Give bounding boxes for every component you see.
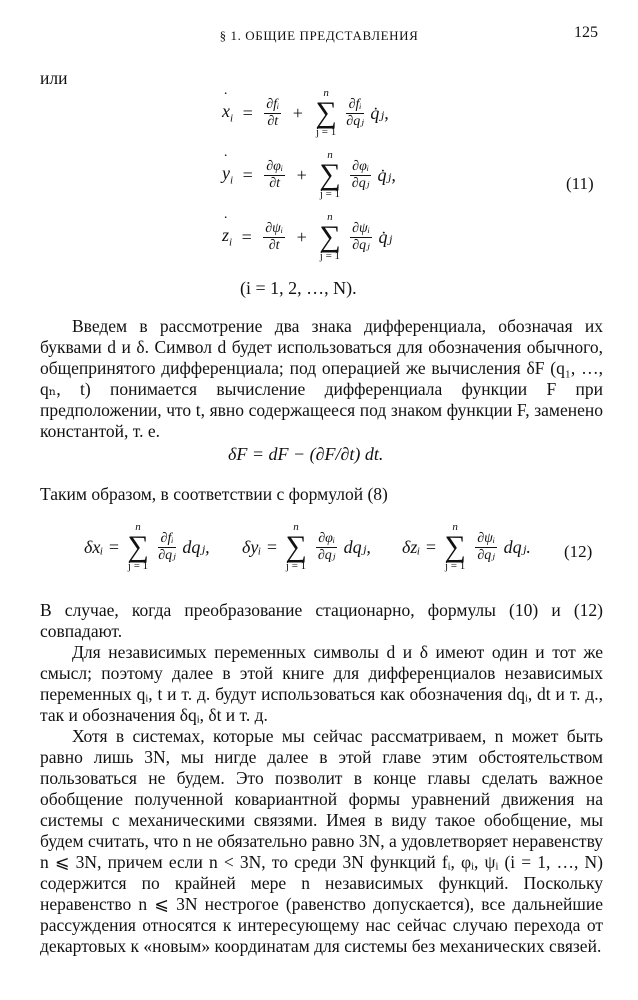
eq12-term-y [242, 522, 371, 582]
eq11-y-partial-t: $\frac{\text{∂φᵢ}}{\partial t}$ [266, 158, 284, 191]
eq11-x-partial-q: $\frac{\text{∂fᵢ}}{\text{∂qⱼ}}$ [346, 96, 364, 129]
eq11-y-partial-q: $\frac{\text{∂φᵢ}}{\text{∂qⱼ}}$ [351, 158, 370, 191]
eq11-y-sum: n ∑ j = 1 [319, 149, 341, 200]
equation-delta-f: δF = dF − (∂F/∂t) dt. [228, 444, 384, 464]
paragraph-although: Хотя в системах, которые мы сейчас рассматриваем, n может быть равно лишь 3N, мы нигде далее в этой главе этим обстоятельством пользоваться не будем. Это позволит в конце главы сделать важное обобщение полученной ковариантной формы уравнений движения на системы с механическими связями. Имея в виду такое обобщение, мы будем считать, что n не обязательно равно 3N, а удовлетворяет неравенству n ⩽ 3N, причем если n < 3N, то среди 3N функций fᵢ, φᵢ, ψᵢ (i = 1, …, N) содержится по крайней мере n независимых функций. Поскольку неравенство n ⩽ 3N нестрогое (равенство допускается), все дальнейшие рассуждения относятся к интересующему нас сейчас случаю перехода от декартовых к «новым» координатам для системы без механических связей. [40, 726, 603, 956]
paragraph-introduce [40, 316, 603, 442]
eq12-z-tail: dqⱼ. [503, 536, 531, 557]
eq11-x-qdot: q̇ⱼ [370, 102, 385, 123]
eq12-z-lhs: δzᵢ = [402, 536, 437, 557]
eq11-z-qdot: q̇ⱼ [378, 226, 393, 247]
paragraph-thus [40, 484, 603, 505]
eq11-x-sum: n ∑ j = 1 [315, 87, 337, 138]
eq12-z-partial: $\frac{\text{∂ψᵢ}}{\text{∂qⱼ}}$ [477, 530, 496, 563]
eq11-z-sum: n ∑ j = 1 [319, 211, 341, 262]
section-title: § 1. ОБЩИЕ ПРЕДСТАВЛЕНИЯ [219, 28, 419, 43]
eq11-range: (i = 1, 2, …, N). [240, 278, 357, 298]
eq12-term-x [84, 522, 210, 582]
eq12-y-partial: $\frac{\text{∂φᵢ}}{\text{∂qⱼ}}$ [317, 530, 336, 563]
paragraph-stationary: В случае, когда преобразование стационарно, формулы (10) и (12) совпадают. [40, 600, 603, 641]
equation-12 [84, 522, 554, 586]
eq12-number: (12) [564, 542, 593, 561]
eq11-number: (11) [566, 174, 594, 193]
eq11-line-z: ˙ $z_i$ = $\frac{\text{∂ψᵢ}}{\partial t}$ + n ∑ j = 1 $\frac{\text{∂ψᵢ}}{\text{∂qⱼ}}$ q̇ⱼ [222, 212, 392, 272]
eq11-y-qdot: q̇ⱼ [377, 164, 392, 185]
body-text-bottom [40, 600, 603, 957]
eq11-x-partial-t: $\frac{\text{∂fᵢ}}{\partial t}$ [266, 96, 280, 129]
paragraph-introduce-text: Введем в рассмотрение два знака дифференциала, обозначая их буквами d и δ. Символ d будет использоваться для обозначения обычного, общепринятого дифференциала; под операцией же вычисления δF (q₁, …, qₙ, t) понимается вычисление дифференциала функции F при предположении, что t, явно содержащееся под знаком функции F, заменено константой, т. е. [40, 316, 603, 441]
paragraph-independent: Для независимых переменных символы d и δ имеют один и тот же смысл; поэтому далее в этой книге для дифференциалов независимых переменных qᵢ, t и т. д. будут использоваться как обозначения dqᵢ, dt и т. д., так и обозначения δqᵢ, δt и т. д. [40, 642, 603, 725]
eq11-y-symbol: ˙ y [222, 163, 230, 183]
eq12-y-sum: n ∑ j = 1 [285, 521, 307, 572]
eq12-term-z [402, 522, 531, 582]
running-header [0, 24, 638, 46]
eq12-y-lhs: δyᵢ = [242, 536, 278, 557]
paragraph-thus-text: Таким образом, в соответствии с формулой (8) [40, 484, 388, 504]
or-word: или [40, 68, 68, 88]
eq11-z-symbol: ˙ z [222, 225, 229, 245]
eq11-x-symbol: ˙ x [222, 101, 230, 121]
eq12-x-lhs: δxᵢ = [84, 536, 120, 557]
eq11-line-y: ˙ $y_i$ = $\frac{\text{∂φᵢ}}{\partial t}$ + n ∑ j = 1 $\frac{\text{∂φᵢ}}{\text{∂qⱼ}}$ q̇ⱼ, [222, 150, 396, 210]
eq11-z-partial-q: $\frac{\text{∂ψᵢ}}{\text{∂qⱼ}}$ [352, 220, 370, 253]
eq11-line-x: ˙ $x_i$ = $\frac{\text{∂fᵢ}}{\partial t}$ + n ∑ j = 1 $\frac{\text{∂fᵢ}}{\text{∂qⱼ}}$ q̇ⱼ, [222, 88, 389, 148]
eq12-z-sum: n ∑ j = 1 [444, 521, 466, 572]
eq12-x-partial: $\frac{\text{∂fᵢ}}{\text{∂qⱼ}}$ [158, 530, 176, 563]
eq11-z-partial-t: $\frac{\text{∂ψᵢ}}{\partial t}$ [265, 220, 284, 253]
eq12-x-tail: dqⱼ, [182, 536, 210, 557]
eq12-x-sum: n ∑ j = 1 [127, 521, 149, 572]
eq12-y-tail: dqⱼ, [343, 536, 371, 557]
page-number: 125 [574, 24, 598, 41]
equation-11 [222, 88, 462, 308]
